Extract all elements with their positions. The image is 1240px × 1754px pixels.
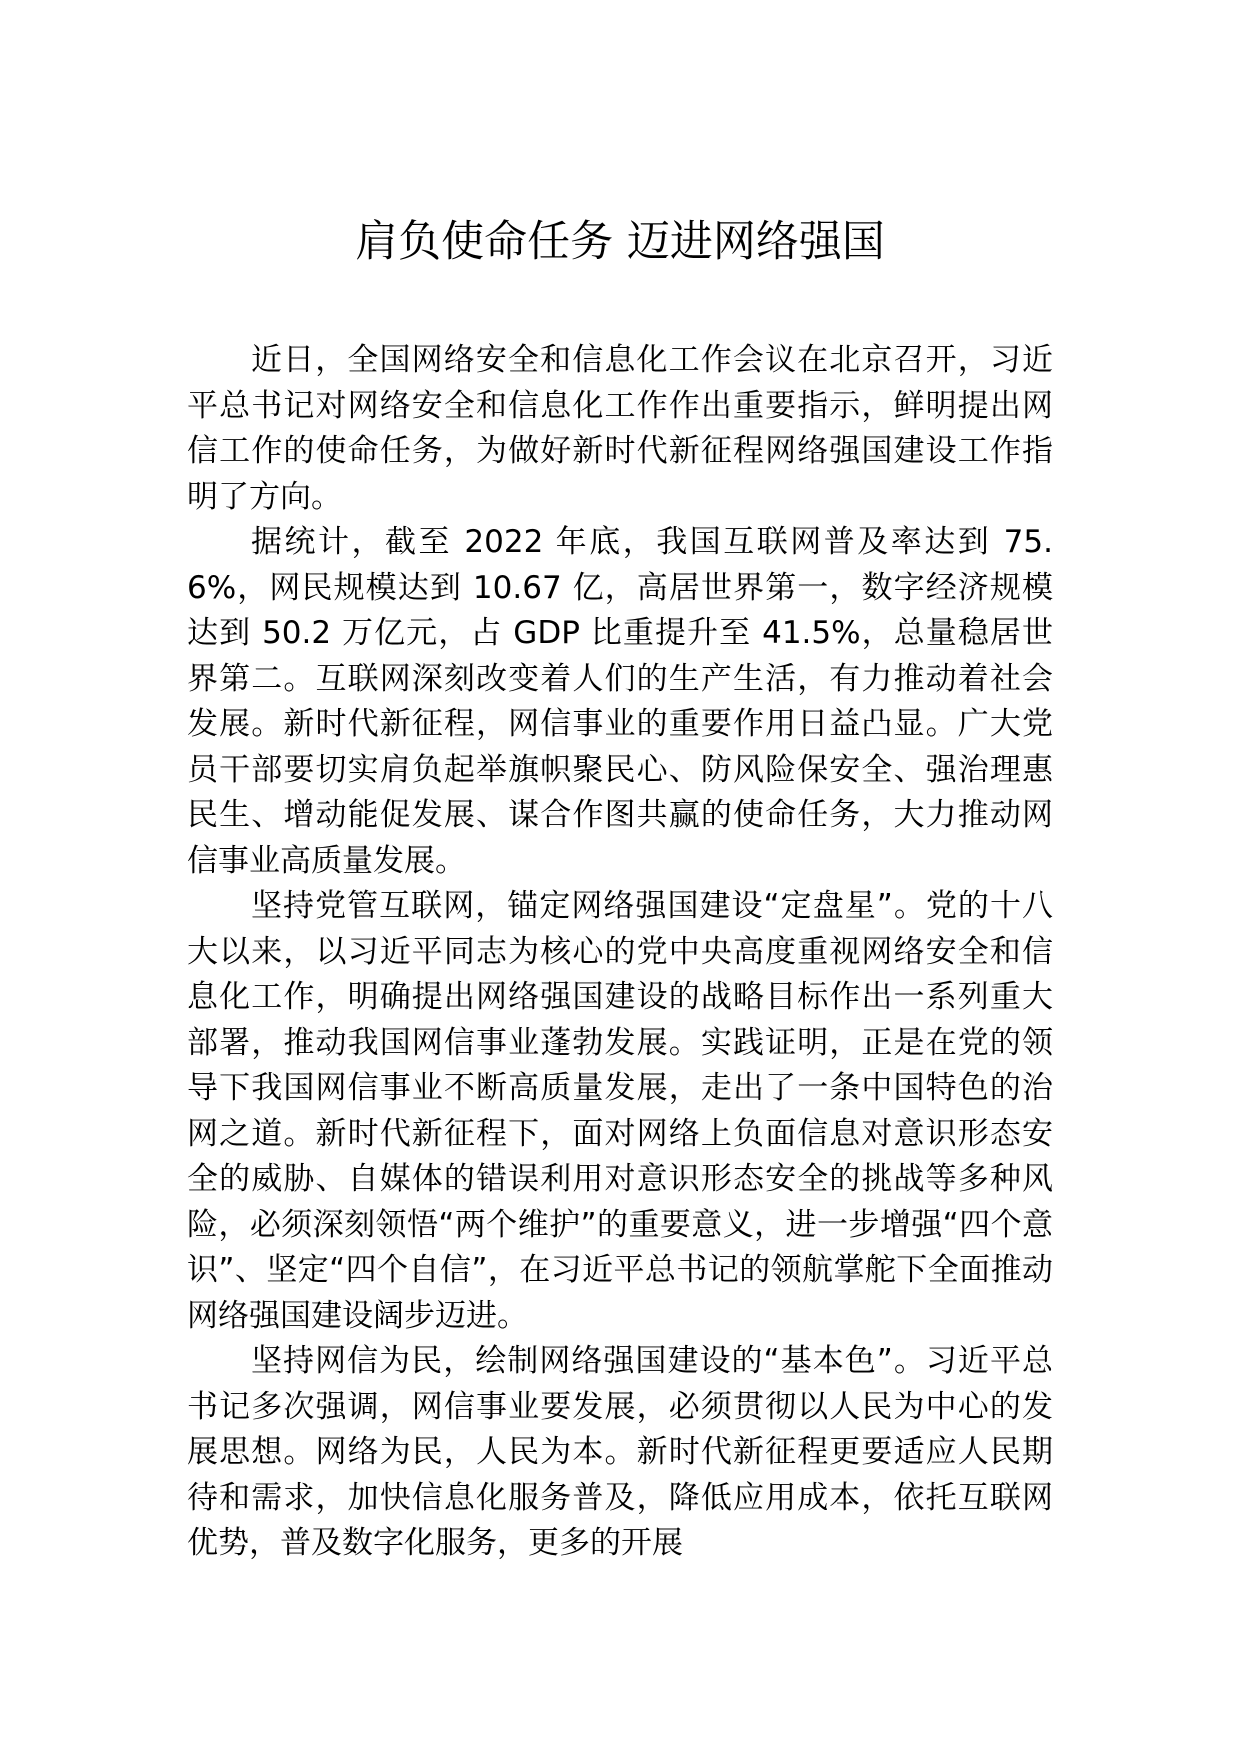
paragraph-2: 据统计，截至 2022 年底，我国互联网普及率达到 75.6%，网民规模达到 10.67 亿，高居世界第一，数字经济规模达到 50.2 万亿元，占 GDP 比重提升至 41.5%，总量稳居世界第二。互联网深刻改变着人们的生产生活，有力推动着社会发展。新时代新征程，网信事业的重要作用日益凸显。广大党员干部要切实肩负起举旗帜聚民心、防风险保安全、强治理惠民生、增动能促发展、谋合作图共赢的使命任务，大力推动网信事业高质量发展。: [187, 524, 1053, 879]
document-body: [187, 338, 1053, 1567]
paragraph-3: 坚持党管互联网，锚定网络强国建设“定盘星”。党的十八大以来，以习近平同志为核心的党中央高度重视网络安全和信息化工作，明确提出网络强国建设的战略目标作出一系列重大部署，推动我国网信事业蓬勃发展。实践证明，正是在党的领导下我国网信事业不断高质量发展，走出了一条中国特色的治网之道。新时代新征程下，面对网络上负面信息对意识形态安全的威胁、自媒体的错误利用对意识形态安全的挑战等多种风险，必须深刻领悟“两个维护”的重要意义，进一步增强“四个意识”、坚定“四个自信”，在习近平总书记的领航掌舵下全面推动网络强国建设阔步迈进。: [187, 888, 1053, 1334]
paragraph-4: 坚持网信为民，绘制网络强国建设的“基本色”。习近平总书记多次强调，网信事业要发展，必须贯彻以人民为中心的发展思想。网络为民，人民为本。新时代新征程更要适应人民期待和需求，加快信息化服务普及，降低应用成本，依托互联网优势，普及数字化服务，更多的开展: [187, 1343, 1053, 1561]
document-title: 肩负使命任务 迈进网络强国: [355, 217, 885, 267]
paragraph-1: 近日，全国网络安全和信息化工作会议在北京召开，习近平总书记对网络安全和信息化工作作出重要指示，鲜明提出网信工作的使命任务，为做好新时代新征程网络强国建设工作指明了方向。: [187, 342, 1053, 515]
